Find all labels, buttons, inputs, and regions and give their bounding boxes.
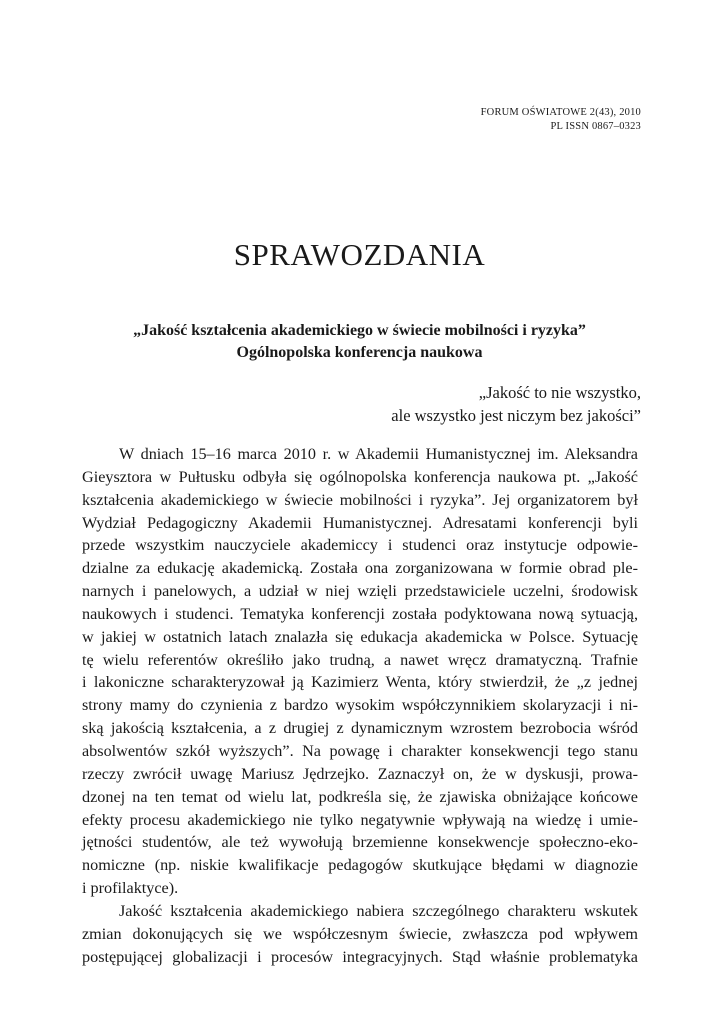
body-line: narnych i panelowych, a udział w niej wzięli przedstawiciele uczelni, środowisk xyxy=(82,582,638,601)
journal-name: FORUM OŚWIATOWE 2(43), 2010 xyxy=(480,107,641,118)
body-line: rzeczy zwrócił uwagę Mariusz Jędrzejko. Zaznaczył on, że w dyskusji, prowa- xyxy=(82,764,638,783)
article-title-line-1: „Jakość kształcenia akademickiego w świecie mobilności i ryzyka” xyxy=(133,322,586,339)
motto-line-2: ale wszystko jest niczym bez jakości” xyxy=(391,406,641,425)
journal-issn: PL ISSN 0867–0323 xyxy=(550,121,641,132)
article-title-line-2: Ogólnopolska konferencja naukowa xyxy=(236,344,483,361)
body-line: przede wszystkim nauczyciele akademiccy i studenci oraz instytucje odpowie- xyxy=(82,536,638,555)
body-line: postępującej globalizacji i procesów integracyjnych. Stąd właśnie problematyka xyxy=(82,947,638,966)
article-title xyxy=(0,320,719,364)
body-line: Wydział Pedagogiczny Akademii Humanistycznej. Adresatami konferencji byli xyxy=(82,513,638,532)
body-line: dzonej na ten temat od wielu lat, podkreśla się, że zjawiska obniżające końcowe xyxy=(82,787,638,806)
body-line: W dniach 15–16 marca 2010 r. w Akademii Humanistycznej im. Aleksandra xyxy=(119,445,638,463)
body-line: naukowych i studenci. Tematyka konferencji została podyktowana nową sytuacją, xyxy=(82,604,638,623)
body-line: strony mamy do czynienia z bardzo wysokim współczynnikiem skolaryzacji i ni- xyxy=(82,696,638,715)
body-line: ską jakością kształcenia, a z drugiej z dynamicznym wzrostem bezrobocia wśród xyxy=(82,719,638,738)
body-line: tę wielu referentów określiło jako trudną, a nawet wręcz dramatyczną. Trafnie xyxy=(82,650,638,669)
body-line: nomiczne (np. niskie kwalifikacje pedagogów skutkujące błędami w diagnozie xyxy=(82,856,638,875)
body-line: Gieysztora w Pułtusku odbyła się ogólnopolska konferencja naukowa pt. „Jakość xyxy=(82,467,638,486)
body-line: Jakość kształcenia akademickiego nabiera szczególnego charakteru wskutek xyxy=(119,901,638,920)
body-line: efekty procesu akademickiego nie tylko negatywnie wpływają na wiedzę i umie- xyxy=(82,810,638,829)
body-line: jętności studentów, ale też wywołują brzemienne konsekwencje społeczno-eko- xyxy=(82,833,638,852)
body-line: zmian dokonujących się we współczesnym świecie, zwłaszcza pod wpływem xyxy=(82,924,638,943)
motto-line-1: „Jakość to nie wszystko, xyxy=(478,383,641,402)
motto-quote xyxy=(391,381,641,427)
section-title: SPRAWOZDANIA xyxy=(233,237,486,272)
body-line: absolwentów szkół wyższych”. Na powagę i charakter konsekwencji tego stanu xyxy=(82,741,638,760)
body-line: kształcenia akademickiego w świecie mobilności i ryzyka”. Jej organizatorem był xyxy=(82,490,638,509)
body-line: dzialne za edukację akademicką. Została ona zorganizowana w formie obrad ple- xyxy=(82,559,638,578)
body-text xyxy=(82,443,638,968)
journal-header xyxy=(481,106,641,134)
body-line: i lakoniczne scharakteryzował ją Kazimierz Wenta, który stwierdził, że „z jednej xyxy=(82,673,638,692)
body-line: w jakiej w ostatnich latach znalazła się edukacja akademicka w Polsce. Sytuację xyxy=(82,627,638,646)
body-line: i profilaktyce). xyxy=(82,879,179,898)
